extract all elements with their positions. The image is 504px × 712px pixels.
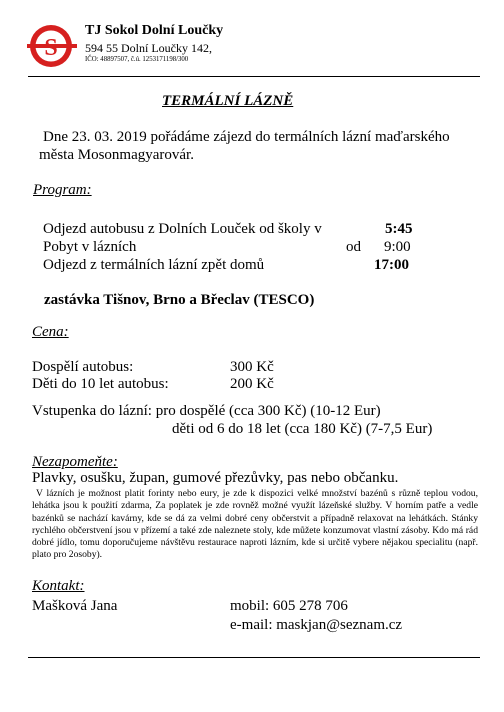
org-address: 594 55 Dolní Loučky 142, bbox=[85, 41, 212, 55]
intro-text: Dne 23. 03. 2019 pořádáme zájezd do termálních lázní maďarského města Mosonmagyarovár. bbox=[39, 129, 450, 163]
price-adult-value: 300 Kč bbox=[230, 359, 274, 375]
contact-name: Mašková Jana bbox=[32, 598, 118, 614]
price-child-label: Děti do 10 let autobus: bbox=[32, 376, 169, 392]
page-title: TERMÁLNÍ LÁZNĚ bbox=[162, 93, 294, 109]
price-adult-label: Dospělí autobus: bbox=[32, 359, 134, 375]
footer-divider bbox=[28, 657, 480, 658]
notes-paragraph: V lázních je možnost platit forinty nebo eury, je zde k dispozici velké množství bazénů s různě teplou vodou, lehátka jsou k použití zdarma, Za poplatek je zde rovněž možné využít lázeňské služby. V horním patře a vedle bazénků se nachází kavárny, kde se dá za velmi dobré ceny občerstvit a případně relaxovat na lehátkách. Stánky rychlého občerstvení jsou v přízemí a také zde naleznete stoly, kde můžete konzumovat vlastní zásoby. Kdo má rád dobré jídlo, tomu doporučujeme návštěvu restaurace naproti lázním, kde si určitě vybere nějakou specialitu (např. plato pro 2osoby). bbox=[32, 488, 478, 561]
entry-line-1: Vstupenka do lázní: pro dospělé (cca 300 Kč) (10-12 Eur) bbox=[32, 403, 381, 419]
remember-items: Plavky, osušku, župan, gumové přezůvky, pas nebo občanku. bbox=[32, 470, 399, 486]
entry-line-2: děti od 6 do 18 let (cca 180 Kč) (7-7,5 Eur) bbox=[172, 421, 433, 437]
program-row-3-text: Odjezd z termálních lázní zpět domů bbox=[43, 257, 265, 273]
contact-heading: Kontakt: bbox=[32, 578, 85, 594]
org-name: TJ Sokol Dolní Loučky bbox=[85, 23, 224, 38]
header-divider bbox=[28, 76, 480, 77]
stops-text: zastávka Tišnov, Brno a Břeclav (TESCO) bbox=[44, 292, 315, 308]
remember-heading: Nezapomeňte: bbox=[32, 454, 118, 470]
price-heading: Cena: bbox=[32, 324, 69, 340]
contact-mobile: mobil: 605 278 706 bbox=[230, 598, 348, 614]
program-row-2-prep: od bbox=[346, 239, 361, 255]
contact-email: e-mail: maskjan@seznam.cz bbox=[230, 617, 403, 633]
program-row-1-text: Odjezd autobusu z Dolních Louček od školy v bbox=[43, 221, 322, 237]
program-row-2-time: 9:00 bbox=[384, 239, 411, 255]
price-child-value: 200 Kč bbox=[230, 376, 274, 392]
logo-letter: S bbox=[44, 35, 58, 61]
program-row-3-time: 17:00 bbox=[374, 257, 409, 273]
program-row-2-text: Pobyt v lázních bbox=[43, 239, 137, 255]
org-ico: IČO: 48897507, č.ú. 1253171198/300 bbox=[85, 56, 189, 63]
program-heading: Program: bbox=[33, 182, 92, 198]
program-row-1-time: 5:45 bbox=[385, 221, 413, 237]
sokol-logo bbox=[27, 17, 77, 75]
